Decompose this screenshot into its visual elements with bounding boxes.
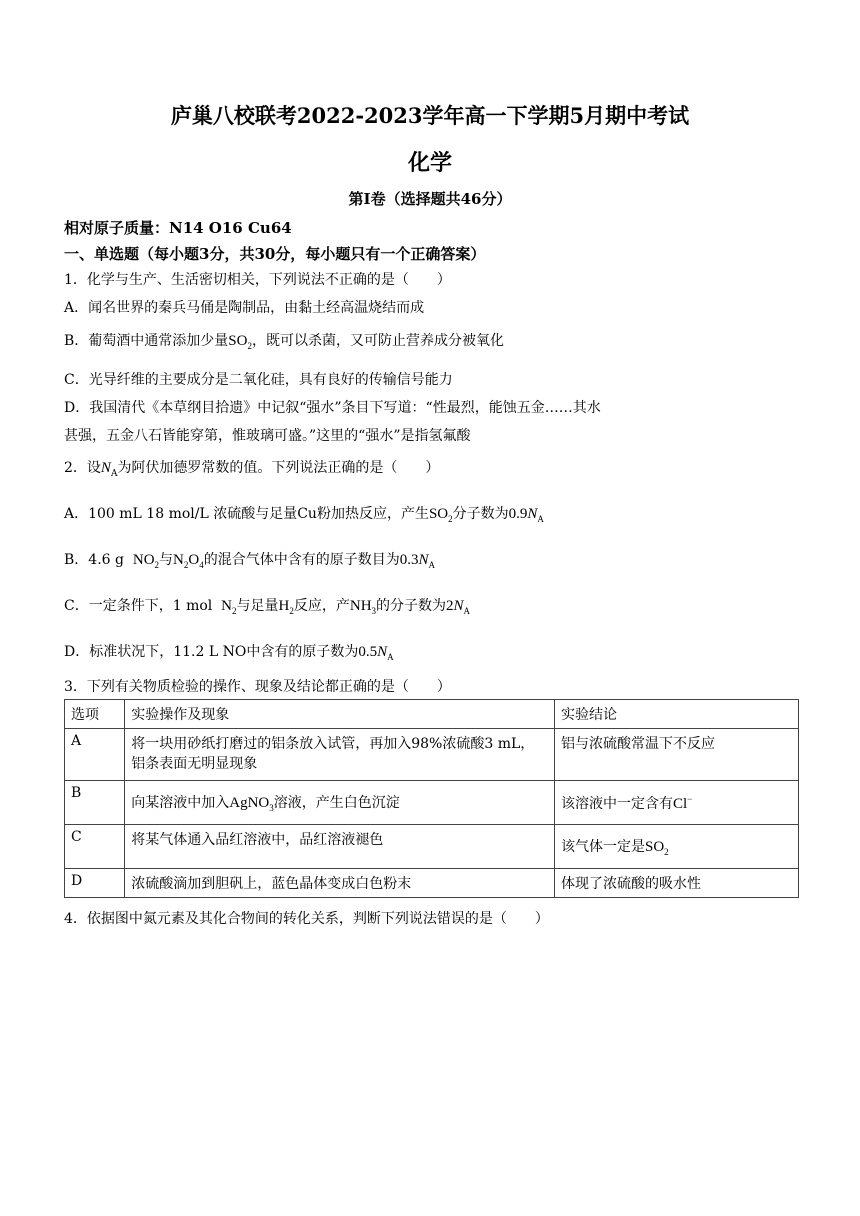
table-row [65, 781, 799, 825]
option-cell: A [65, 729, 125, 781]
section-heading: 一、单选题（每小题3分，共30分，每小题只有一个正确答案） [64, 245, 486, 263]
option-cell: D [65, 869, 125, 898]
q1-option-a: A．闻名世界的秦兵马俑是陶制品，由黏土经高温烧结而成 [64, 300, 425, 316]
conclusion-cell: 该溶液中一定含有Cl− [554, 781, 798, 825]
conclusion-cell: 体现了浓硫酸的吸水性 [554, 869, 798, 898]
q3-table [64, 699, 799, 898]
q4-stem: 4．依据图中氮元素及其化合物间的转化关系，判断下列说法错误的是（ ） [64, 911, 549, 927]
q1-option-b: B．葡萄酒中通常添加少量$SO_2$，既可以杀菌，又可防止营养成分被氧化 [64, 333, 504, 351]
atomic-mass-line: 相对原子质量：N14 O16 Cu64 [64, 219, 292, 237]
q1-option-c: C．光导纤维的主要成分是二氧化硅，具有良好的传输信号能力 [64, 372, 453, 388]
exam-title: 庐巢八校联考2022-2023学年高一下学期5月期中考试 [170, 103, 690, 128]
q2-option-b: B．4.6 g $NO_2$与$N_2O_4$的混合气体中含有的原子数目为$0.3N_A$ [64, 552, 435, 570]
q1-stem: 1．化学与生产、生活密切相关，下列说法不正确的是（ ） [64, 272, 451, 288]
header-cell: 实验结论 [554, 700, 798, 729]
operation-cell: 浓硫酸滴加到胆矾上，蓝色晶体变成白色粉末 [125, 869, 555, 898]
table-row [65, 825, 799, 869]
q2-stem: 2．设$N_A$为阿伏加德罗常数的值。下列说法正确的是（ ） [64, 460, 440, 479]
option-cell: B [65, 781, 125, 825]
q3-stem: 3．下列有关物质检验的操作、现象及结论都正确的是（ ） [64, 679, 451, 695]
table-row [65, 729, 799, 781]
q1-option-d-line2: 甚强，五金八石皆能穿第，惟玻璃可盛。”这里的“强水”是指氢氟酸 [64, 428, 471, 444]
conclusion-cell: 该气体一定是$SO_2$ [554, 825, 798, 869]
subject-title: 化学 [407, 150, 452, 176]
header-cell: 选项 [65, 700, 125, 729]
option-cell: C [65, 825, 125, 869]
formula-so2: $SO_2$ [228, 333, 252, 351]
operation-cell: 将某气体通入品红溶液中，品红溶液褪色 [125, 825, 555, 869]
q1-option-d-line1: D．我国清代《本草纲目拾遗》中记叙“强水”条目下写道：“性最烈，能蚀五金……其水 [64, 400, 601, 416]
conclusion-cell: 铝与浓硫酸常温下不反应 [554, 729, 798, 781]
table-header-row [65, 700, 799, 729]
table-row [65, 869, 799, 898]
volume-heading: 第Ⅰ卷（选择题共46分） [348, 190, 512, 208]
q2-option-d: D．标准状况下，11.2 L NO中含有的原子数为$0.5N_A$ [64, 644, 394, 662]
q2-option-a: A．100 mL 18 mol/L 浓硫酸与足量Cu粉加热反应，产生$SO_2$分子数为$0.9N_A$ [64, 506, 544, 524]
operation-cell: 向某溶液中加入AgNO$_3$溶液，产生白色沉淀 [125, 781, 555, 825]
q2-option-c: C．一定条件下，1 mol $N_2$与足量$H_2$反应，产$NH_3$的分子数为$2N_A$ [64, 598, 471, 616]
operation-cell: 将一块用砂纸打磨过的铝条放入试管，再加入98%浓硫酸3 mL， 铝条表面无明显现象 [125, 729, 555, 781]
header-cell: 实验操作及现象 [125, 700, 555, 729]
